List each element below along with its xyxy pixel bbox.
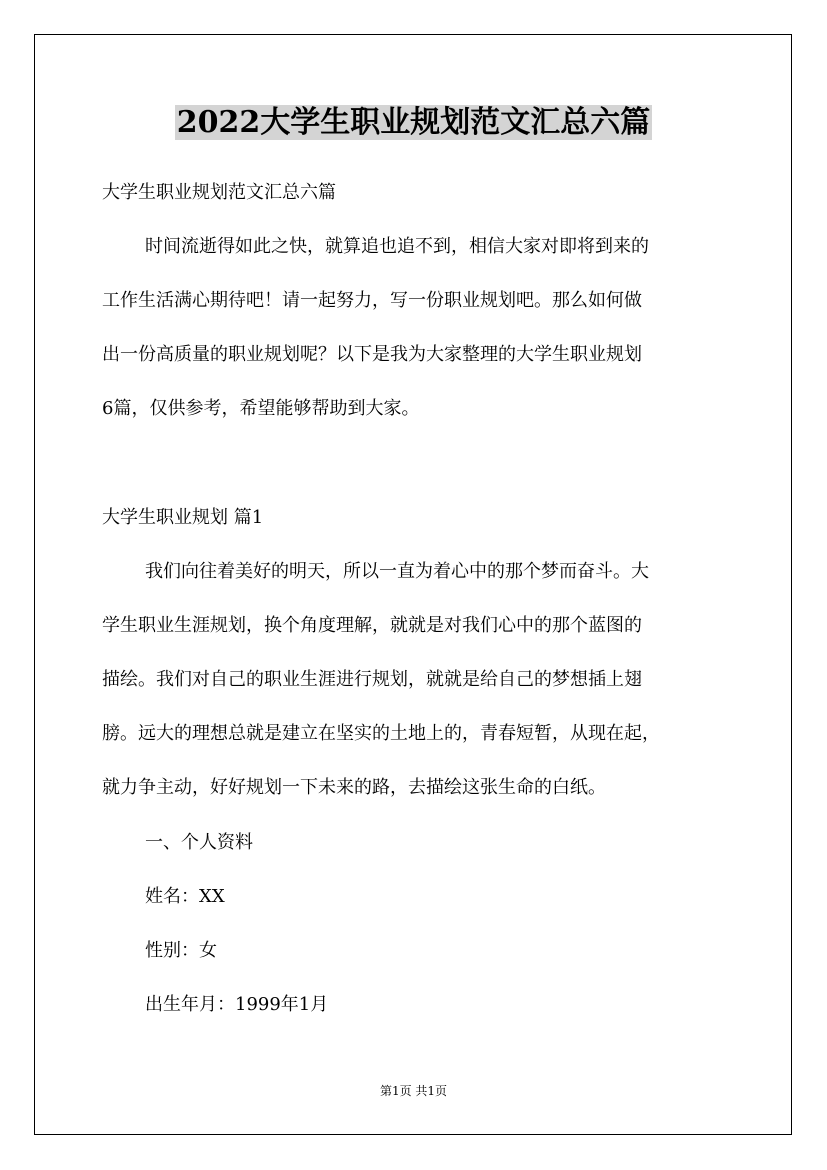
intro-line-1: 时间流逝得如此之快，就算追也追不到，相信大家对即将到来的 bbox=[145, 236, 649, 257]
section-line-4: 膀。远大的理想总就是建立在坚实的土地上的，青春短暂，从现在起， bbox=[102, 723, 660, 744]
personal-info-heading: 一、个人资料 bbox=[145, 832, 253, 853]
field-birth: 出生年月：1999年1月 bbox=[145, 994, 329, 1015]
section-line-3: 描绘。我们对自己的职业生涯进行规划，就就是给自己的梦想插上翅 bbox=[102, 669, 642, 690]
section-heading: 大学生职业规划 篇1 bbox=[102, 507, 264, 528]
field-gender: 性别：女 bbox=[145, 940, 217, 961]
document-title: 2022大学生职业规划范文汇总六篇 bbox=[176, 105, 651, 140]
section-line-2: 学生职业生涯规划，换个角度理解，就就是对我们心中的那个蓝图的 bbox=[102, 615, 642, 636]
section-line-5: 就力争主动，好好规划一下未来的路，去描绘这张生命的白纸。 bbox=[102, 777, 606, 798]
intro-line-4: 6篇，仅供参考，希望能够帮助到大家。 bbox=[102, 398, 420, 419]
section-line-1: 我们向往着美好的明天，所以一直为着心中的那个梦而奋斗。大 bbox=[145, 561, 649, 582]
document-subtitle: 大学生职业规划范文汇总六篇 bbox=[102, 182, 336, 203]
intro-line-2: 工作生活满心期待吧！请一起努力，写一份职业规划吧。那么如何做 bbox=[102, 290, 642, 311]
field-name: 姓名：XX bbox=[145, 886, 225, 907]
intro-line-3: 出一份高质量的职业规划呢？以下是我为大家整理的大学生职业规划 bbox=[102, 344, 642, 365]
page-footer: 第1页 共1页 bbox=[379, 1084, 448, 1098]
